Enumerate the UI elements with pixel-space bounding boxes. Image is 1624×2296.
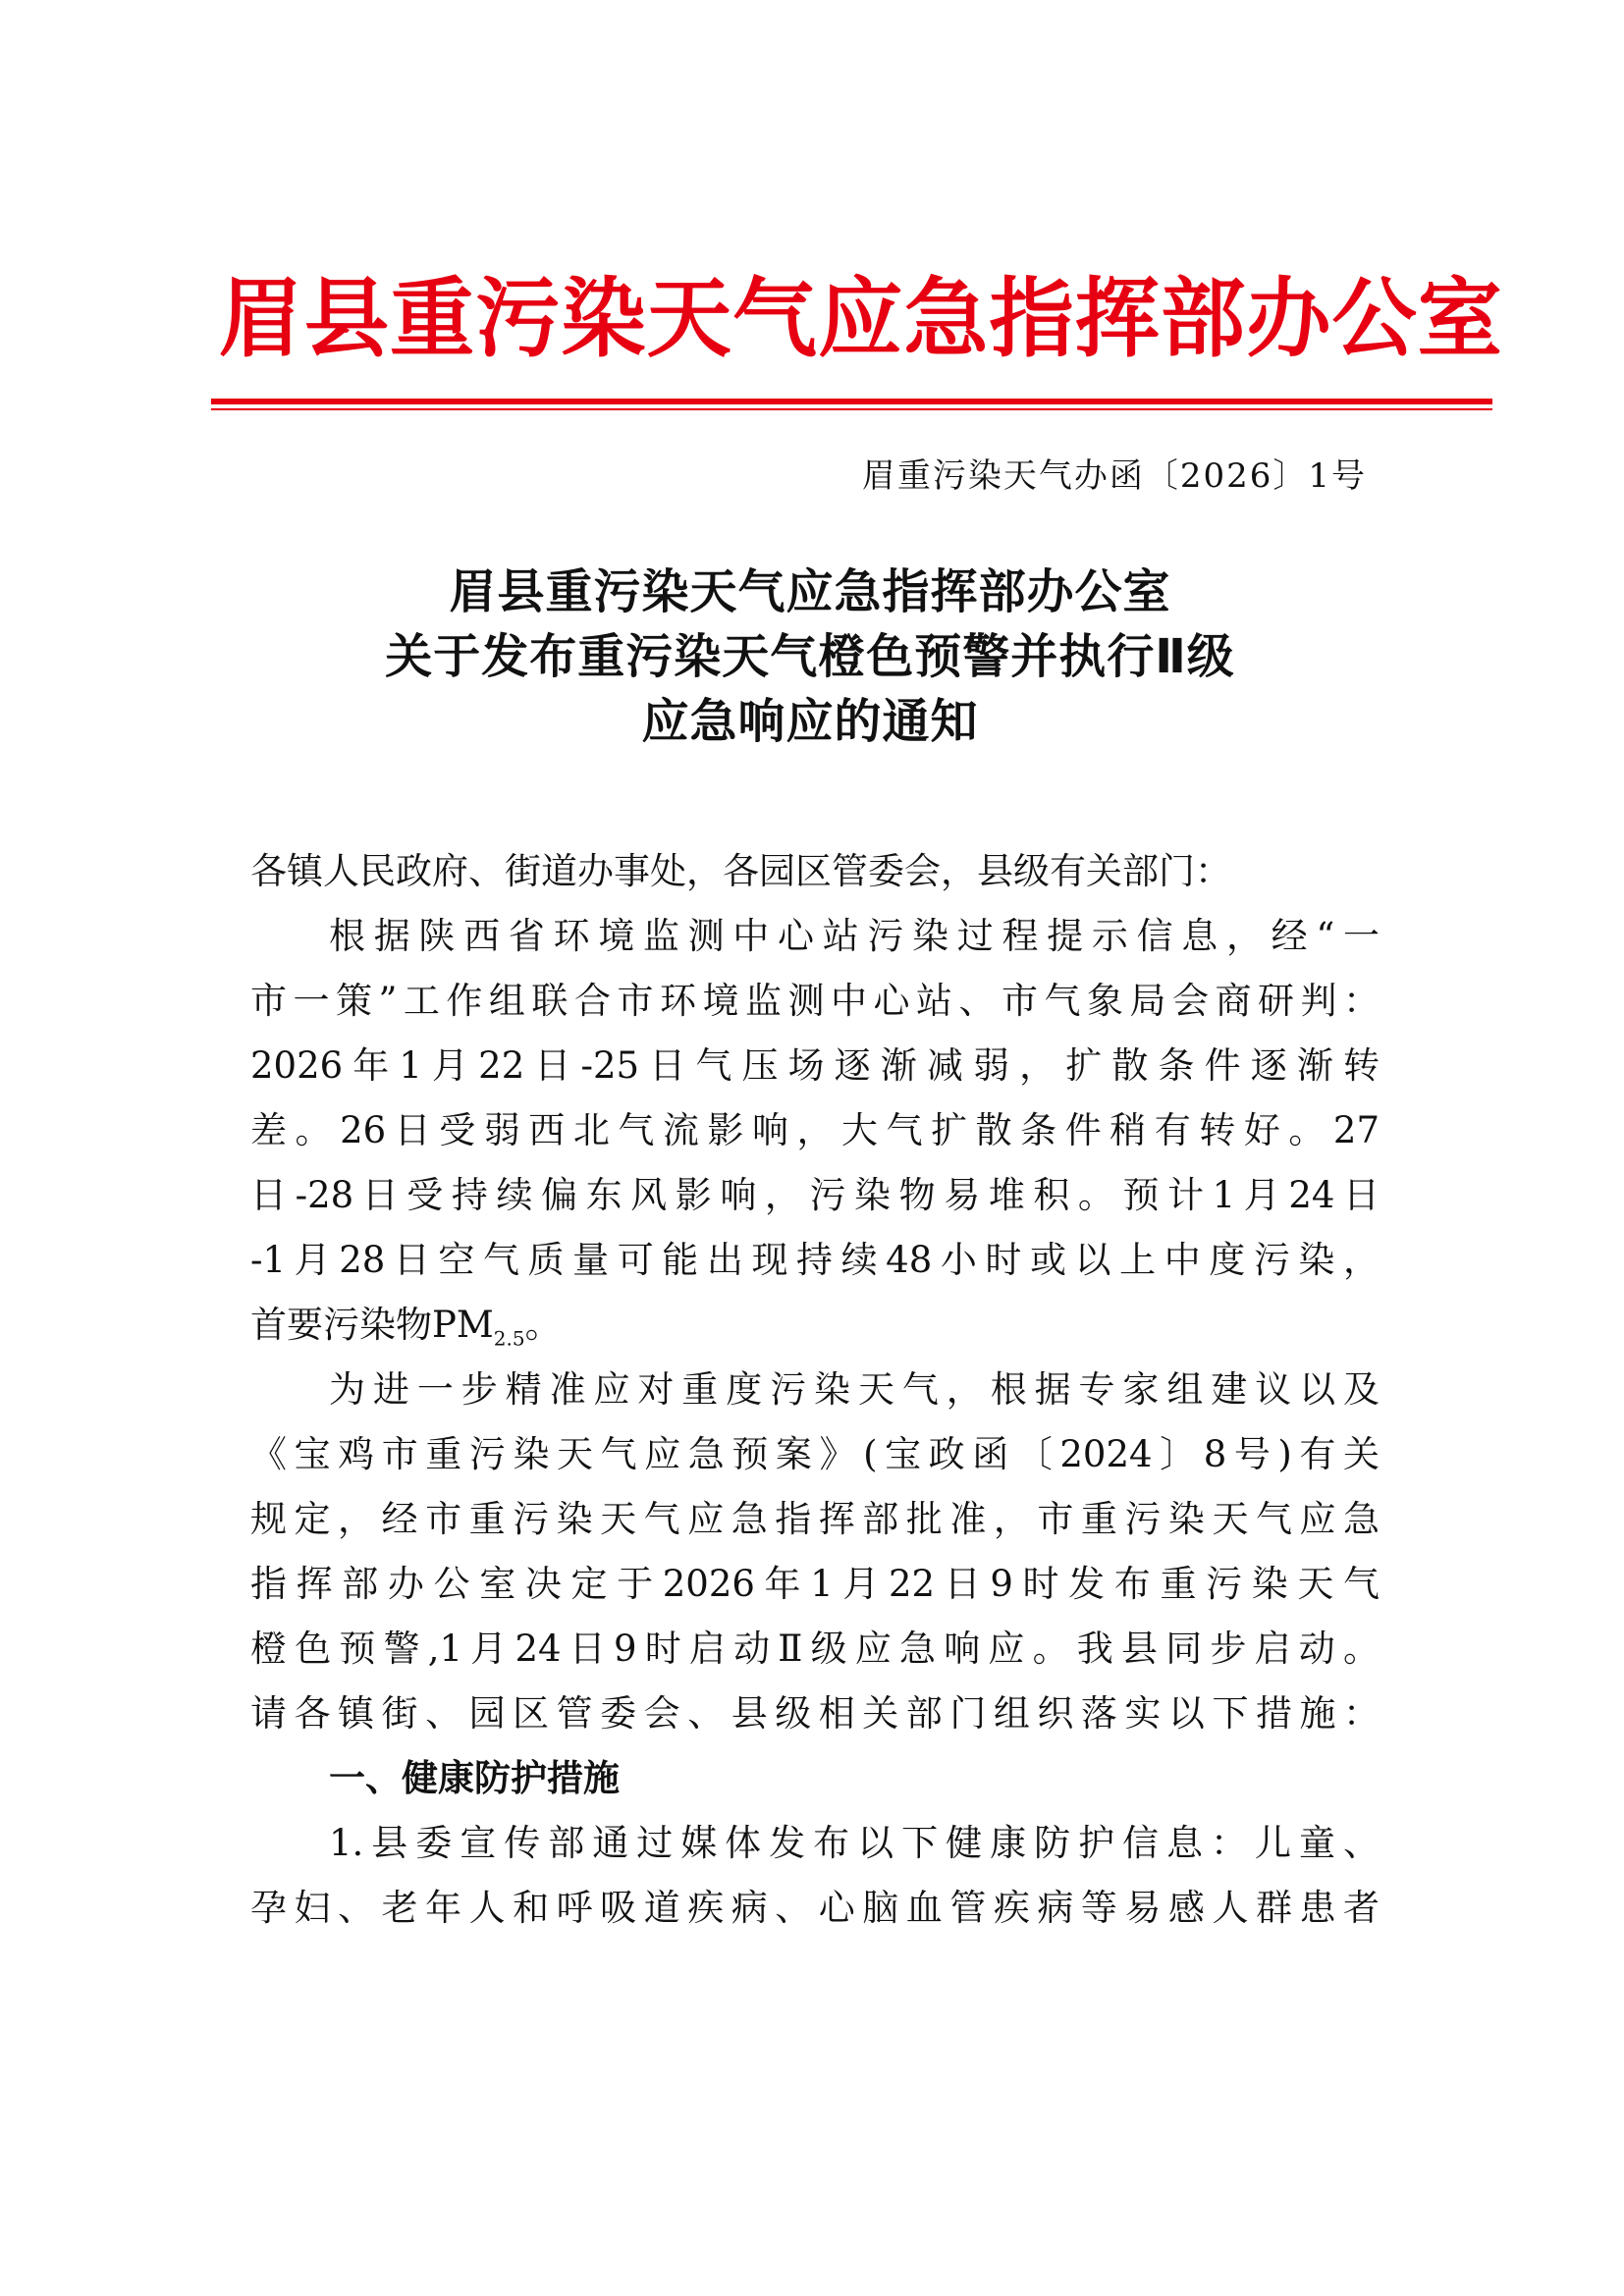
- sentence-end: 。: [524, 1304, 562, 1346]
- paragraph-1-line-1: 根据陕西省环境监测中心站污染过程提示信息，经“一: [329, 915, 1380, 957]
- paragraph-1-line-3: 2026年1月22日-25日气压场逐渐减弱，扩散条件逐渐转: [250, 1044, 1380, 1087]
- paragraph-3-line-1: 1.县委宣传部通过媒体发布以下健康防护信息：儿童、: [329, 1822, 1380, 1864]
- pm-subscript: 2.5: [493, 1326, 525, 1351]
- document-title: [206, 560, 1414, 754]
- paragraph-3-line-2: 孕妇、老年人和呼吸道疾病、心脑血管疾病等易感人群患者: [250, 1887, 1380, 1929]
- red-divider-thick: [211, 399, 1492, 404]
- paragraph-2-line-5: 橙色预警,1月24日9时启动Ⅱ级应急响应。我县同步启动。: [250, 1628, 1380, 1670]
- paragraph-1-line-4: 差。26日受弱西北气流影响，大气扩散条件稍有转好。27: [250, 1109, 1380, 1151]
- paragraph-2-line-4: 指挥部办公室决定于2026年1月22日9时发布重污染天气: [250, 1563, 1380, 1605]
- red-divider-thin: [211, 408, 1492, 410]
- paragraph-1-line-5: 日-28日受持续偏东风影响，污染物易堆积。预计1月24日: [250, 1174, 1380, 1216]
- title-line-2: 关于发布重污染天气橙色预警并执行Ⅱ级: [385, 629, 1235, 684]
- paragraph-1-line-7: [250, 1293, 1380, 1358]
- issuer-masthead: 眉县重污染天气应急指挥部办公室: [218, 268, 1503, 369]
- paragraph-2-line-3: 规定，经市重污染天气应急指挥部批准，市重污染天气应急: [250, 1498, 1380, 1540]
- paragraph-2-line-6: 请各镇街、园区管委会、县级相关部门组织落实以下措施：: [250, 1692, 1380, 1735]
- pollutant-label: 首要污染物PM: [250, 1304, 494, 1346]
- title-line-1: 眉县重污染天气应急指挥部办公室: [449, 564, 1171, 619]
- document-body: [250, 839, 1380, 1941]
- paragraph-1-line-2: 市一策”工作组联合市环境监测中心站、市气象局会商研判：: [250, 980, 1380, 1022]
- paragraph-2-line-1: 为进一步精准应对重度污染天气，根据专家组建议以及: [329, 1368, 1380, 1411]
- title-line-3: 应急响应的通知: [641, 694, 979, 749]
- document-number: 眉重污染天气办函〔2026〕1号: [861, 456, 1367, 496]
- section-heading-health-protection: 一、健康防护措施: [329, 1757, 620, 1799]
- paragraph-1-line-6: -1月28日空气质量可能出现持续48小时或以上中度污染，: [250, 1239, 1380, 1281]
- paragraph-2-line-2: 《宝鸡市重污染天气应急预案》(宝政函〔2024〕8号)有关: [250, 1433, 1380, 1475]
- salutation: 各镇人民政府、街道办事处，各园区管委会，县级有关部门：: [250, 850, 1231, 892]
